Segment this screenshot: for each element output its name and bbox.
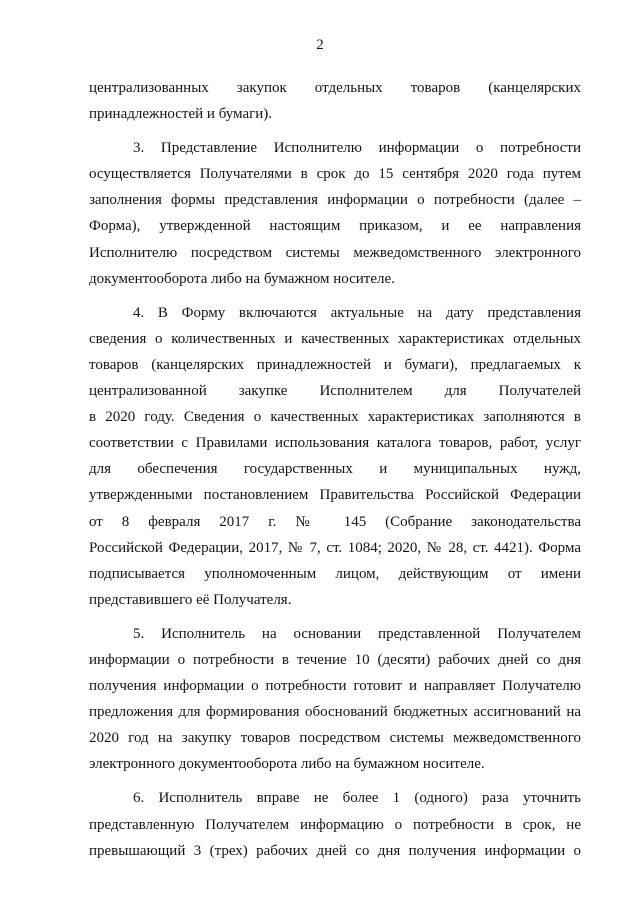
paragraph-gap bbox=[89, 777, 581, 785]
text-line: информации о потребности в течение 10 (десяти) рабочих дней со дня bbox=[89, 651, 581, 668]
paragraph-gap bbox=[89, 292, 581, 300]
text-line: электронного документооборота либо на бумажном носителе. bbox=[89, 756, 485, 773]
paragraph bbox=[89, 135, 581, 292]
paragraph-gap bbox=[89, 127, 581, 135]
paragraph bbox=[89, 621, 581, 778]
text-line: представившего её Получателя. bbox=[89, 591, 292, 608]
text-line: Российской Федерации, 2017, № 7, ст. 1084; 2020, № 28, ст. 4421). Форма bbox=[89, 539, 581, 556]
text-line: представленную Получателем информацию о потребности в срок, не bbox=[89, 816, 581, 833]
text-line: документооборота либо на бумажном носителе. bbox=[89, 270, 395, 287]
paragraph bbox=[89, 785, 581, 863]
text-line: Исполнителю посредством системы межведомственного электронного bbox=[89, 244, 581, 261]
text-line: централизованной закупке Исполнителем для Получателей bbox=[89, 383, 581, 400]
text-line: 6. Исполнитель вправе не более 1 (одного) раза уточнить bbox=[133, 790, 581, 807]
paragraph-gap bbox=[89, 613, 581, 621]
text-line: 3. Представление Исполнителю информации о потребности bbox=[133, 140, 581, 157]
paragraph bbox=[89, 300, 581, 613]
text-line: утвержденными постановлением Правительства Российской Федерации bbox=[89, 487, 581, 504]
text-line: сведения о количественных и качественных характеристиках отдельных bbox=[89, 330, 581, 347]
text-line: в 2020 году. Сведения о качественных характеристиках заполняются в bbox=[89, 409, 581, 426]
text-line: принадлежностей и бумаги). bbox=[89, 106, 273, 123]
text-line: Форма), утвержденной настоящим приказом, и ее направления bbox=[89, 218, 581, 235]
text-line: 2020 год на закупку товаров посредством системы межведомственного bbox=[89, 730, 581, 747]
text-line: осуществляется Получателями в срок до 15 сентября 2020 года путем bbox=[89, 166, 581, 183]
text-line: заполнения формы представления информации о потребности (далее – bbox=[89, 192, 581, 209]
text-line: соответствии с Правилами использования каталога товаров, работ, услуг bbox=[89, 435, 581, 452]
text-line: подписывается уполномоченным лицом, действующим от имени bbox=[89, 565, 581, 582]
text-line: товаров (канцелярских принадлежностей и бумаги), предлагаемых к bbox=[89, 356, 581, 373]
text-line: для обеспечения государственных и муниципальных нужд, bbox=[89, 461, 581, 478]
text-line: централизованных закупок отдельных товаров (канцелярских bbox=[89, 80, 581, 96]
text-line: превышающий 3 (трех) рабочих дней со дня получения информации о bbox=[89, 842, 581, 859]
document-body bbox=[89, 75, 581, 864]
paragraph bbox=[89, 75, 581, 127]
text-line: предложения для формирования обоснований бюджетных ассигнований на bbox=[89, 704, 581, 721]
page-number: 2 bbox=[316, 37, 324, 53]
text-line: 4. В Форму включаются актуальные на дату представления bbox=[133, 304, 581, 321]
text-line: получения информации о потребности готовит и направляет Получателю bbox=[89, 678, 581, 695]
text-line: от 8 февраля 2017 г. № 145 (Собрание законодательства bbox=[89, 513, 581, 530]
text-line: 5. Исполнитель на основании представленной Получателем bbox=[133, 625, 581, 642]
